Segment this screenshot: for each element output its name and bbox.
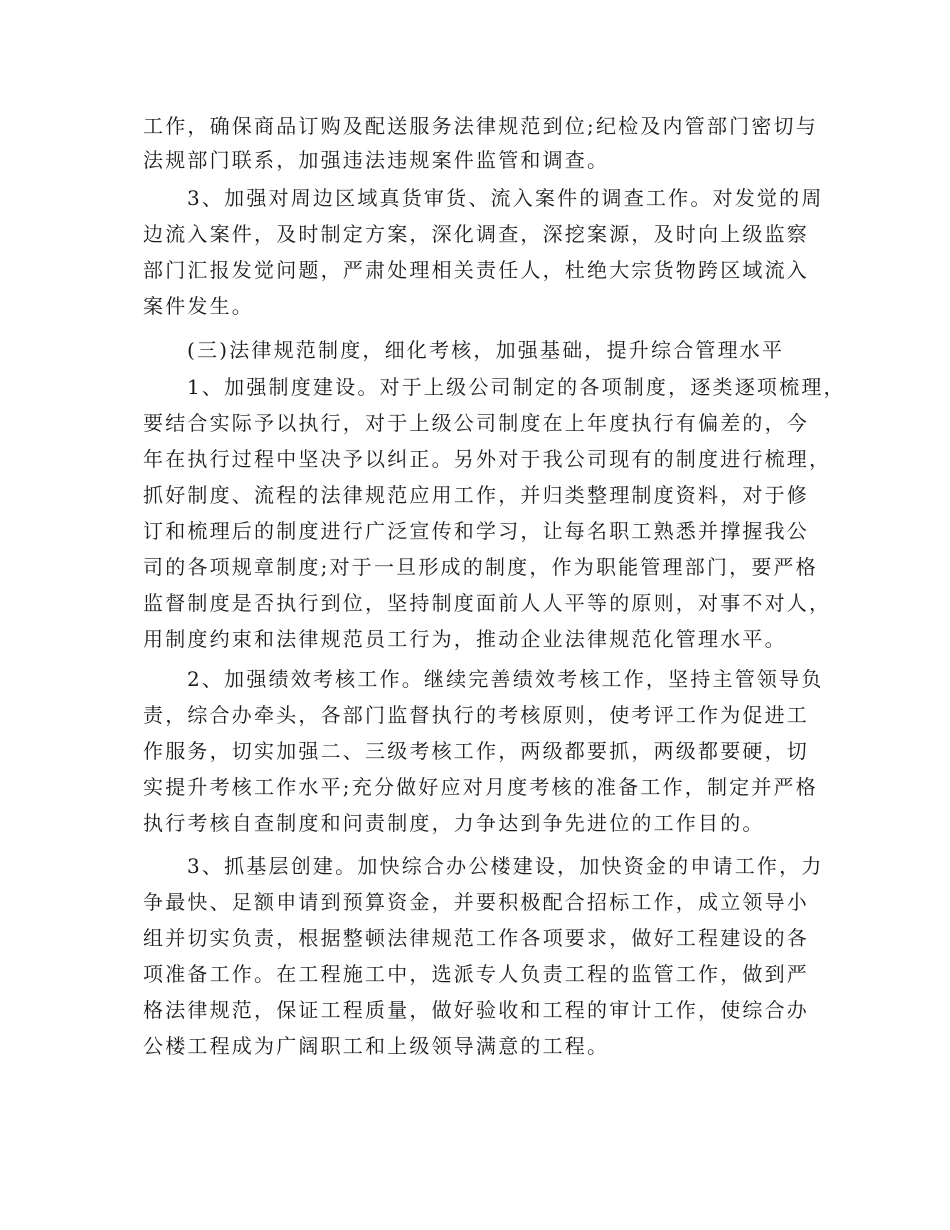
paragraph-line: 公楼工程成为广阔职工和上级领导满意的工程。 bbox=[143, 1034, 610, 1058]
paragraph-line: 工作，确保商品订购及配送服务法律规范到位;纪检及内管部门密切与 bbox=[143, 114, 818, 138]
paragraph-line: 项准备工作。在工程施工中，选派专人负责工程的监管工作，做到严 bbox=[143, 962, 809, 986]
paragraph-line: 组并切实负责，根据整顿法律规范工作各项要求，做好工程建设的各 bbox=[143, 926, 809, 950]
paragraph-line: 3、抓基层创建。加快综合办公楼建设，加快资金的申请工作，力 bbox=[187, 854, 824, 878]
paragraph-line: 监督制度是否执行到位，坚持制度面前人人平等的原则，对事不对人， bbox=[143, 591, 832, 615]
paragraph-line: 订和梳理后的制度进行广泛宣传和学习，让每名职工熟悉并撑握我公 bbox=[143, 519, 809, 543]
paragraph-line: 边流入案件，及时制定方案，深化调查，深挖案源，及时向上级监察 bbox=[143, 222, 809, 246]
paragraph-line: 格法律规范，保证工程质量，做好验收和工程的审计工作，使综合办 bbox=[143, 998, 809, 1022]
paragraph-line: 1、加强制度建设。对于上级公司制定的各项制度，逐类逐项梳理， bbox=[187, 375, 846, 399]
paragraph-line: 法规部门联系，加强违法违规案件监管和调查。 bbox=[143, 148, 610, 172]
paragraph-line: 抓好制度、流程的法律规范应用工作，并归类整理制度资料，对于修 bbox=[143, 483, 809, 507]
paragraph-line: 用制度约束和法律规范员工行为，推动企业法律规范化管理水平。 bbox=[143, 627, 787, 651]
paragraph-line: 要结合实际予以执行，对于上级公司制度在上年度执行有偏差的，今 bbox=[143, 411, 809, 435]
paragraph-line: 争最快、足额申请到预算资金，并要积极配合招标工作，成立领导小 bbox=[143, 890, 809, 914]
paragraph-line: 执行考核自查制度和问责制度，力争达到争先进位的工作目的。 bbox=[143, 811, 765, 835]
paragraph-line: 案件发生。 bbox=[143, 294, 254, 318]
paragraph-line: 实提升考核工作水平;充分做好应对月度考核的准备工作，制定并严格 bbox=[143, 775, 818, 799]
paragraph-line: 3、加强对周边区域真货审货、流入案件的调查工作。对发觉的周 bbox=[187, 186, 824, 210]
paragraph-line: 2、加强绩效考核工作。继续完善绩效考核工作，坚持主管领导负 bbox=[187, 667, 824, 691]
paragraph-line: 责，综合办牵头，各部门监督执行的考核原则，使考评工作为促进工 bbox=[143, 703, 809, 727]
paragraph-line: 年在执行过程中坚决予以纠正。另外对于我公司现有的制度进行梳理， bbox=[143, 447, 832, 471]
paragraph-line: 司的各项规章制度;对于一旦形成的制度，作为职能管理部门，要严格 bbox=[143, 555, 818, 579]
section-heading: (三)法律规范制度，细化考核，加强基础，提升综合管理水平 bbox=[187, 338, 785, 362]
paragraph-line: 作服务，切实加强二、三级考核工作，两级都要抓，两级都要硬，切 bbox=[143, 739, 809, 763]
paragraph-line: 部门汇报发觉问题，严肃处理相关责任人，杜绝大宗货物跨区域流入 bbox=[143, 258, 809, 282]
